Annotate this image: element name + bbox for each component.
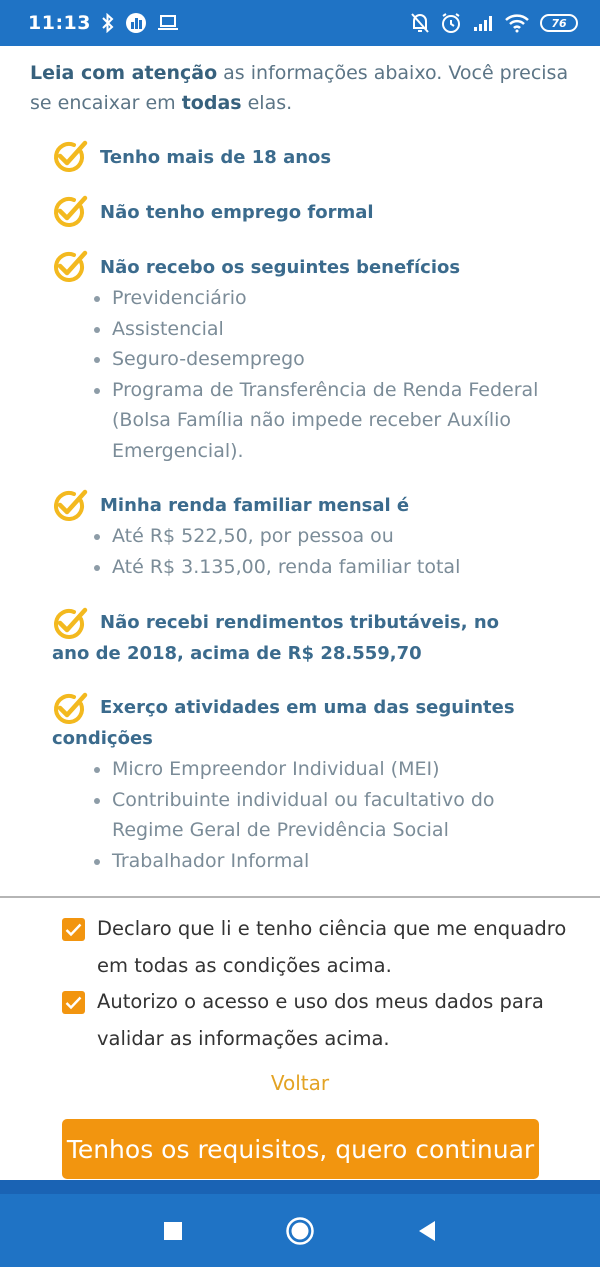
intro-emphasis: Leia com atenção: [30, 62, 218, 84]
list-item: Até R$ 522,50, por pessoa ou: [92, 521, 562, 552]
list-item: Assistencial: [92, 314, 562, 345]
signal-icon: [472, 14, 494, 32]
intro-emphasis-all: todas: [181, 92, 242, 114]
triangle-back-icon: [417, 1220, 437, 1242]
status-right: [410, 12, 578, 34]
list-item: Contribuinte individual ou facultativo do Regime Geral de Previdência Social: [92, 785, 542, 846]
list-item: Previdenciário: [92, 283, 562, 314]
check-circle-icon: [52, 489, 88, 523]
checkmark-icon: [65, 996, 82, 1010]
consent-panel: [0, 898, 600, 1180]
authorization-label: Autorizo o acesso e uso dos meus dados para validar as informações acima.: [97, 990, 544, 1050]
status-time: 11:13: [28, 12, 91, 34]
requirement-family-income: Minha renda familiar mensal é: [100, 495, 410, 516]
declaration-label: Declaro que li e tenho ciência que me enquadro em todas as condições acima.: [97, 917, 567, 977]
intro-text: [30, 58, 590, 118]
checkmark-icon: [65, 923, 82, 937]
recent-apps-button[interactable]: [153, 1211, 193, 1251]
requirement-taxable-income-line1: Não recebi rendimentos tributáveis, no: [100, 612, 500, 633]
declaration-checkbox[interactable]: [62, 918, 85, 941]
continue-button[interactable]: Tenhos os requisitos, quero continuar: [62, 1119, 539, 1179]
list-item: Até R$ 3.135,00, renda familiar total: [92, 552, 562, 583]
requirement-activities-line1: Exerço atividades em uma das seguintes: [100, 697, 515, 718]
bottom-band: [0, 1180, 600, 1194]
circle-icon: [285, 1216, 315, 1246]
back-button[interactable]: [407, 1211, 447, 1251]
laptop-icon: [157, 14, 179, 32]
check-circle-icon: [52, 692, 88, 726]
intro-end: elas.: [241, 92, 293, 114]
check-circle-icon: [52, 195, 88, 229]
benefits-list: [92, 283, 562, 466]
home-button[interactable]: [280, 1211, 320, 1251]
list-item: Micro Empreendor Individual (MEI): [92, 754, 562, 785]
authorization-checkbox-row[interactable]: [62, 983, 572, 1057]
square-icon: [163, 1221, 183, 1241]
status-bar: [0, 0, 600, 46]
check-circle-icon: [52, 140, 88, 174]
check-circle-icon: [52, 607, 88, 641]
alarm-icon: [440, 12, 462, 34]
back-link[interactable]: Voltar: [270, 1071, 330, 1095]
income-list: [92, 521, 562, 582]
requirement-taxable-income-line2: ano de 2018, acima de R$ 28.559,70: [52, 643, 422, 664]
navigation-bar: [0, 1194, 600, 1267]
requirement-no-benefits: Não recebo os seguintes benefícios: [100, 257, 461, 278]
battery-icon: 76: [540, 14, 578, 32]
requirements-content: [0, 46, 600, 898]
status-left: [28, 12, 179, 34]
requirement-activities-line2: condições: [52, 728, 153, 749]
requirement-no-formal-job: Não tenho emprego formal: [100, 202, 374, 223]
intro-body: as informações abaixo. Você precisa se encaixar em: [30, 62, 569, 114]
wifi-icon: [504, 13, 530, 33]
requirement-age: Tenho mais de 18 anos: [100, 147, 332, 168]
bell-off-icon: [410, 12, 430, 34]
activities-list: [92, 754, 562, 876]
list-item: Programa de Transferência de Renda Federal (Bolsa Família não impede receber Auxílio Emergencial).: [92, 375, 542, 467]
bluetooth-icon: [101, 13, 115, 33]
authorization-checkbox[interactable]: [62, 991, 85, 1014]
data-usage-icon: [125, 12, 147, 34]
declaration-checkbox-row[interactable]: [62, 910, 572, 984]
check-circle-icon: [52, 250, 88, 284]
list-item: Seguro-desemprego: [92, 344, 562, 375]
list-item: Trabalhador Informal: [92, 846, 562, 877]
